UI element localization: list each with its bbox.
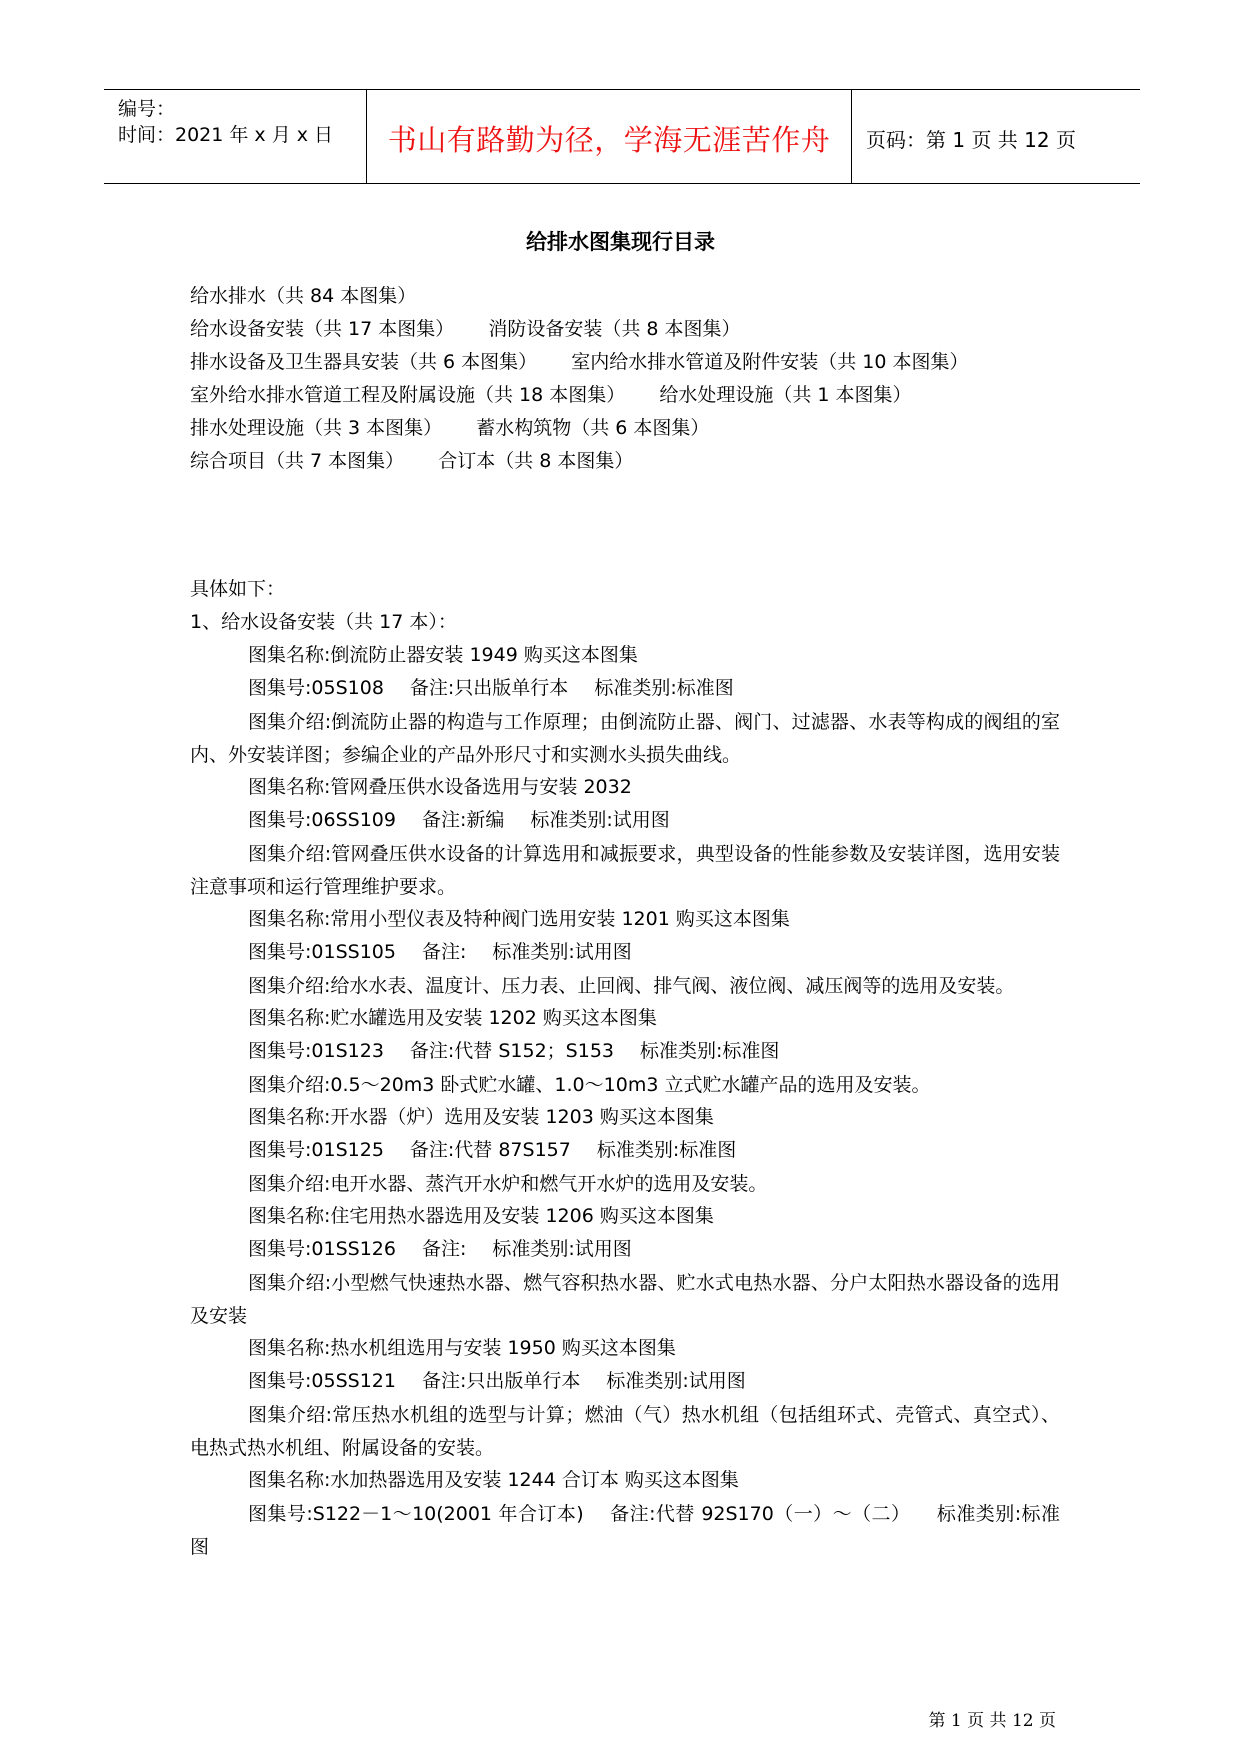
category-summary	[190, 281, 1090, 479]
entry-description: 图集介绍:管网叠压供水设备的计算选用和减振要求，典型设备的性能参数及安装详图，选用安装注意事项和运行管理维护要求。	[190, 843, 1060, 898]
entry-name: 图集名称:住宅用热水器选用及安装 1206 购买这本图集	[248, 1205, 714, 1227]
entry-code: 图集号:01SS105	[248, 941, 396, 963]
summary-item: 消防设备安装（共 8 本图集）	[488, 318, 741, 340]
summary-row	[190, 446, 1090, 479]
entry-type: 标准类别:试用图	[492, 1238, 632, 1260]
header-page-label: 页码：第 1 页 共 12 页	[866, 128, 1076, 152]
entry-meta	[190, 937, 1060, 970]
intro-text: 具体如下：	[190, 578, 286, 600]
detail-list	[190, 574, 1060, 1564]
summary-item: 给水设备安装（共 17 本图集）	[190, 318, 455, 340]
entry-meta	[190, 673, 1060, 706]
entry-type: 标准类别:试用图	[606, 1370, 746, 1392]
entry-meta	[190, 1036, 1060, 1069]
entry-description: 图集介绍:倒流防止器的构造与工作原理；由倒流防止器、阀门、过滤器、水表等构成的阀组的室内、外安装详图；参编企业的产品外形尺寸和实测水头损失曲线。	[190, 711, 1060, 766]
entry-type: 标准类别:试用图	[492, 941, 632, 963]
entry-note: 备注:	[421, 1238, 467, 1260]
entry-type: 标准类别:标准图	[596, 1139, 737, 1161]
entry-note: 备注:代替 S152；S153	[409, 1040, 614, 1062]
document-number-label: 编号：	[118, 98, 176, 120]
summary-row	[190, 380, 1090, 413]
summary-item: 给水排水（共 84 本图集）	[190, 285, 417, 307]
entry-code: 图集号:05S108	[248, 677, 384, 699]
entry-name: 图集名称:常用小型仪表及特种阀门选用安装 1201 购买这本图集	[248, 908, 790, 930]
summary-row	[190, 281, 1090, 314]
summary-item: 室外给水排水管道工程及附属设施（共 18 本图集）	[190, 384, 626, 406]
entry-code: 图集号:01S125	[248, 1139, 384, 1161]
entry-note: 备注:代替 87S157	[409, 1139, 571, 1161]
summary-item: 蓄水构筑物（共 6 本图集）	[476, 417, 710, 439]
entry-meta	[190, 1498, 1060, 1564]
entry-type: 标准类别:标准图	[640, 1040, 780, 1062]
entry-meta	[190, 1234, 1060, 1267]
entry-description: 图集介绍:给水水表、温度计、压力表、止回阀、排气阀、液位阀、减压阀等的选用及安装。	[248, 975, 1015, 997]
summary-item: 合订本（共 8 本图集）	[438, 450, 634, 472]
summary-item: 排水设备及卫生器具安装（共 6 本图集）	[190, 351, 538, 373]
summary-item: 综合项目（共 7 本图集）	[190, 450, 405, 472]
summary-row	[190, 347, 1090, 380]
entry-code: 图集号:01SS126	[248, 1238, 396, 1260]
header-info-cell	[104, 90, 367, 183]
document-time-label: 时间：2021 年 x 月 x 日	[118, 124, 334, 146]
entry-name: 图集名称:贮水罐选用及安装 1202 购买这本图集	[248, 1007, 657, 1029]
entry-name: 图集名称:开水器（炉）选用及安装 1203 购买这本图集	[248, 1106, 714, 1128]
entry-note: 备注:只出版单行本	[409, 677, 569, 699]
entry-note: 备注:只出版单行本	[421, 1370, 581, 1392]
entry-code: 图集号:05SS121	[248, 1370, 396, 1392]
entry-meta	[190, 805, 1060, 838]
summary-row	[190, 314, 1090, 347]
entry-type: 标准类别:试用图	[530, 809, 670, 831]
header-page-cell	[852, 90, 1140, 183]
entry-name: 图集名称:水加热器选用及安装 1244 合订本 购买这本图集	[248, 1469, 739, 1491]
summary-item: 给水处理设施（共 1 本图集）	[659, 384, 912, 406]
summary-item: 排水处理设施（共 3 本图集）	[190, 417, 443, 439]
document-title: 给排水图集现行目录	[526, 230, 715, 254]
entry-code: 图集号:01S123	[248, 1040, 384, 1062]
section-heading: 1、给水设备安装（共 17 本）：	[190, 611, 457, 633]
header-motto: 书山有路勤为径，学海无涯苦作舟	[387, 123, 831, 157]
summary-item: 室内给水排水管道及附件安装（共 10 本图集）	[571, 351, 969, 373]
entry-meta	[190, 1135, 1060, 1168]
entry-type: 标准类别:标准图	[190, 1503, 1060, 1558]
entry-code: 图集号:S122－1～10(2001 年合订本)	[248, 1503, 584, 1525]
page-footer: 第 1 页 共 12 页	[928, 1711, 1056, 1731]
entry-code: 图集号:06SS109	[248, 809, 396, 831]
entry-name: 图集名称:管网叠压供水设备选用与安装 2032	[248, 776, 632, 798]
entry-description: 图集介绍:电开水器、蒸汽开水炉和燃气开水炉的选用及安装。	[248, 1173, 768, 1195]
entry-note: 备注:代替 92S170（一）～（二）	[609, 1503, 911, 1525]
summary-row	[190, 413, 1090, 446]
entry-description: 图集介绍:常压热水机组的选型与计算；燃油（气）热水机组（包括组环式、壳管式、真空式）、电热式热水机组、附属设备的安装。	[190, 1404, 1060, 1459]
entry-note: 备注:新编	[421, 809, 505, 831]
entry-name: 图集名称:倒流防止器安装 1949 购买这本图集	[248, 644, 638, 666]
header-motto-cell	[367, 90, 852, 183]
page-header	[104, 89, 1140, 184]
entry-type: 标准类别:标准图	[594, 677, 734, 699]
entry-description: 图集介绍:小型燃气快速热水器、燃气容积热水器、贮水式电热水器、分户太阳热水器设备的选用及安装	[190, 1272, 1060, 1327]
entry-description: 图集介绍:0.5～20m3 卧式贮水罐、1.0～10m3 立式贮水罐产品的选用及安装。	[248, 1074, 931, 1096]
entry-name: 图集名称:热水机组选用与安装 1950 购买这本图集	[248, 1337, 676, 1359]
entry-meta	[190, 1366, 1060, 1399]
entry-note: 备注:	[421, 941, 467, 963]
